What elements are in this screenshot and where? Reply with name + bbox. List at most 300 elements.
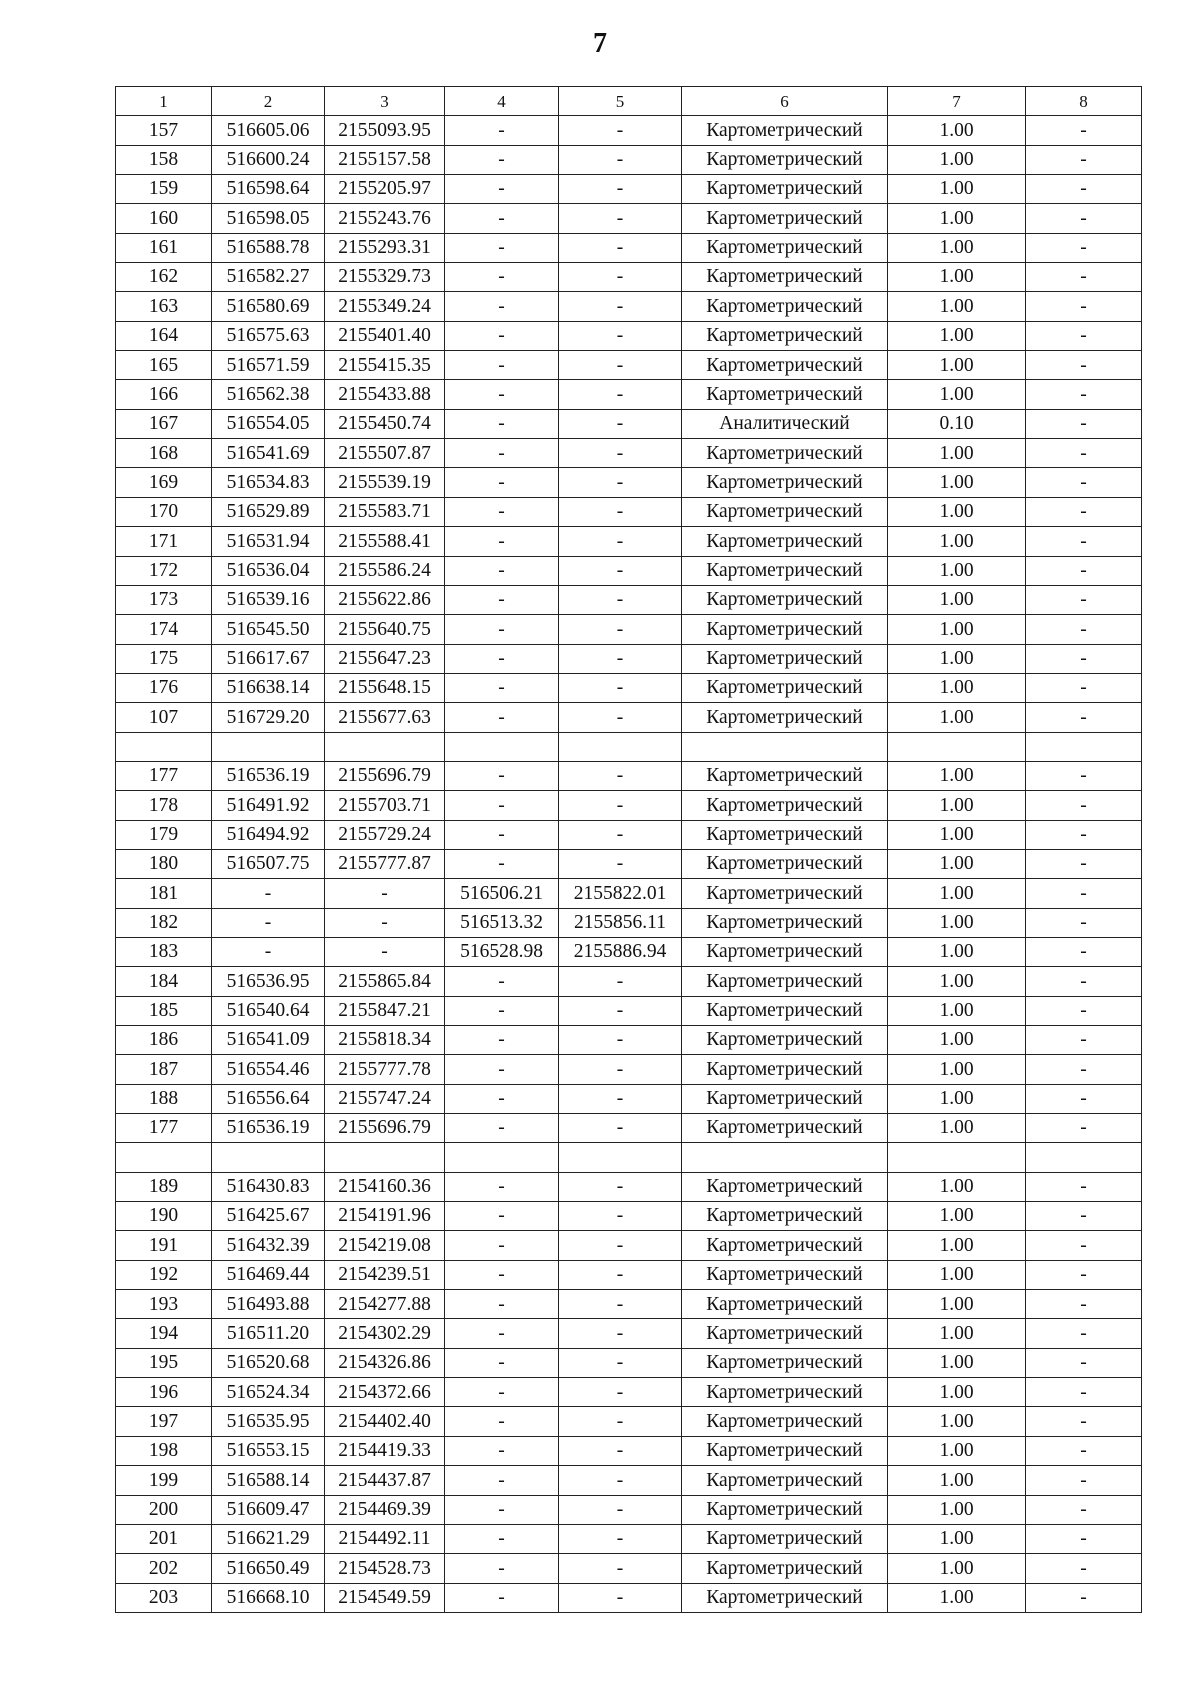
table-cell: - — [1026, 1524, 1142, 1553]
table-cell: - — [559, 556, 682, 585]
table-cell: - — [445, 1055, 559, 1084]
table-cell: 1.00 — [888, 497, 1026, 526]
table-cell: 1.00 — [888, 1172, 1026, 1201]
table-row — [116, 1524, 1142, 1553]
table-cell: 1.00 — [888, 1260, 1026, 1289]
table-cell: Картометрический — [682, 644, 888, 673]
table-row — [116, 879, 1142, 908]
table-cell: 170 — [116, 497, 212, 526]
table-cell: Картометрический — [682, 937, 888, 966]
table-cell: - — [559, 1436, 682, 1465]
table-cell: 2155401.40 — [325, 321, 445, 350]
table-cell: - — [445, 1466, 559, 1495]
table-cell: - — [1026, 1290, 1142, 1319]
table-cell: Картометрический — [682, 233, 888, 262]
table-cell: - — [559, 175, 682, 204]
table-cell: 197 — [116, 1407, 212, 1436]
table-cell: - — [1026, 644, 1142, 673]
table-cell: - — [559, 116, 682, 145]
table-cell: - — [445, 1026, 559, 1055]
table-cell: 177 — [116, 761, 212, 790]
table-cell: 516600.24 — [212, 145, 325, 174]
table-cell: 2155886.94 — [559, 937, 682, 966]
table-cell: - — [559, 409, 682, 438]
table-cell: 2154528.73 — [325, 1554, 445, 1583]
table-cell: - — [445, 791, 559, 820]
table-cell: - — [445, 1172, 559, 1201]
table-row — [116, 292, 1142, 321]
table-cell: Картометрический — [682, 849, 888, 878]
table-cell: 516638.14 — [212, 673, 325, 702]
table-cell: 2155696.79 — [325, 1114, 445, 1143]
table-cell: 2155777.87 — [325, 849, 445, 878]
table-cell: - — [445, 1524, 559, 1553]
table-row — [116, 1319, 1142, 1348]
table-separator-row — [116, 1143, 1142, 1172]
table-cell: 187 — [116, 1055, 212, 1084]
table-cell: - — [1026, 233, 1142, 262]
table-cell: - — [1026, 145, 1142, 174]
table-cell: 1.00 — [888, 1055, 1026, 1084]
table-cell: 2155647.23 — [325, 644, 445, 673]
table-cell: 200 — [116, 1495, 212, 1524]
table-cell: - — [445, 1407, 559, 1436]
table-row — [116, 1290, 1142, 1319]
table-cell: - — [559, 1378, 682, 1407]
table-cell: 516554.05 — [212, 409, 325, 438]
table-cell: 2154402.40 — [325, 1407, 445, 1436]
table-cell: 1.00 — [888, 1319, 1026, 1348]
table-cell: 2155865.84 — [325, 967, 445, 996]
table-cell: - — [212, 908, 325, 937]
table-cell: Картометрический — [682, 761, 888, 790]
header-cell: 1 — [116, 87, 212, 116]
table-cell: - — [445, 439, 559, 468]
table-cell: 186 — [116, 1026, 212, 1055]
table-cell: 516598.05 — [212, 204, 325, 233]
table-cell: - — [559, 820, 682, 849]
table-cell: - — [559, 1583, 682, 1612]
table-cell: 161 — [116, 233, 212, 262]
table-cell: 193 — [116, 1290, 212, 1319]
table-cell — [559, 732, 682, 761]
table-cell: 516541.09 — [212, 1026, 325, 1055]
table-cell: Картометрический — [682, 116, 888, 145]
table-cell — [1026, 1143, 1142, 1172]
table-cell: 516621.29 — [212, 1524, 325, 1553]
table-cell: - — [445, 468, 559, 497]
table-cell: 2154219.08 — [325, 1231, 445, 1260]
table-cell: Картометрический — [682, 1378, 888, 1407]
table-cell — [1026, 732, 1142, 761]
table-cell: - — [1026, 556, 1142, 585]
table-cell: 2154372.66 — [325, 1378, 445, 1407]
table-cell — [116, 1143, 212, 1172]
table-cell: - — [1026, 175, 1142, 204]
table-cell: 2154549.59 — [325, 1583, 445, 1612]
table-cell: 516493.88 — [212, 1290, 325, 1319]
table-cell: Картометрический — [682, 175, 888, 204]
table-cell: - — [559, 673, 682, 702]
table-cell: Картометрический — [682, 292, 888, 321]
table-cell: 2155818.34 — [325, 1026, 445, 1055]
table-cell: 2155415.35 — [325, 351, 445, 380]
table-cell: - — [559, 1348, 682, 1377]
table-cell: 180 — [116, 849, 212, 878]
table-row — [116, 820, 1142, 849]
table-cell: - — [1026, 1202, 1142, 1231]
table-cell: 516513.32 — [445, 908, 559, 937]
table-cell: - — [445, 145, 559, 174]
table-cell: 182 — [116, 908, 212, 937]
table-row — [116, 996, 1142, 1025]
table-cell: - — [559, 1524, 682, 1553]
table-cell: - — [559, 1290, 682, 1319]
table-row — [116, 1378, 1142, 1407]
table-cell: 1.00 — [888, 996, 1026, 1025]
table-cell: 2154277.88 — [325, 1290, 445, 1319]
table-cell: - — [559, 468, 682, 497]
table-cell: 1.00 — [888, 175, 1026, 204]
table-cell: - — [445, 820, 559, 849]
table-cell: - — [1026, 1260, 1142, 1289]
table-cell: 1.00 — [888, 351, 1026, 380]
table-cell: - — [445, 967, 559, 996]
table-cell: 516432.39 — [212, 1231, 325, 1260]
table-cell: 1.00 — [888, 1026, 1026, 1055]
table-cell: - — [559, 1055, 682, 1084]
table-row — [116, 556, 1142, 585]
table-row — [116, 1026, 1142, 1055]
table-cell: Картометрический — [682, 204, 888, 233]
table-cell: - — [1026, 879, 1142, 908]
table-cell: 516536.04 — [212, 556, 325, 585]
table-row — [116, 585, 1142, 614]
table-cell: 1.00 — [888, 468, 1026, 497]
table-cell: - — [1026, 1466, 1142, 1495]
table-cell: 2155205.97 — [325, 175, 445, 204]
table-cell: 516425.67 — [212, 1202, 325, 1231]
table-cell: - — [445, 321, 559, 350]
table-cell: 1.00 — [888, 1495, 1026, 1524]
table-cell: 2155588.41 — [325, 527, 445, 556]
header-cell: 5 — [559, 87, 682, 116]
table-cell: - — [445, 1348, 559, 1377]
table-cell: 176 — [116, 673, 212, 702]
table-cell: 516507.75 — [212, 849, 325, 878]
table-cell: - — [1026, 321, 1142, 350]
table-cell: 164 — [116, 321, 212, 350]
table-cell: 199 — [116, 1466, 212, 1495]
table-cell: 1.00 — [888, 1554, 1026, 1583]
table-row — [116, 1348, 1142, 1377]
table-cell: - — [212, 937, 325, 966]
table-cell: 2155293.31 — [325, 233, 445, 262]
table-cell: 2155329.73 — [325, 263, 445, 292]
table-row — [116, 497, 1142, 526]
table-cell: - — [559, 1114, 682, 1143]
table-cell: 1.00 — [888, 1290, 1026, 1319]
table-cell: 516524.34 — [212, 1378, 325, 1407]
table-body — [116, 116, 1142, 1613]
table-cell: - — [559, 585, 682, 614]
table-row — [116, 351, 1142, 380]
table-cell: 516580.69 — [212, 292, 325, 321]
table-cell: 172 — [116, 556, 212, 585]
table-cell: 177 — [116, 1114, 212, 1143]
table-cell — [888, 1143, 1026, 1172]
table-cell: - — [1026, 1583, 1142, 1612]
table-cell: 1.00 — [888, 1114, 1026, 1143]
table-cell: Картометрический — [682, 1524, 888, 1553]
table-separator-row — [116, 732, 1142, 761]
header-cell: 8 — [1026, 87, 1142, 116]
table-cell: 1.00 — [888, 233, 1026, 262]
table-cell: 2155622.86 — [325, 585, 445, 614]
header-cell: 6 — [682, 87, 888, 116]
table-cell: - — [559, 1260, 682, 1289]
table-cell: - — [559, 1466, 682, 1495]
table-cell: 516506.21 — [445, 879, 559, 908]
table-row — [116, 1554, 1142, 1583]
table-cell: 516571.59 — [212, 351, 325, 380]
table-cell: - — [1026, 263, 1142, 292]
table-cell: Картометрический — [682, 263, 888, 292]
table-cell: 516469.44 — [212, 1260, 325, 1289]
table-cell: - — [1026, 615, 1142, 644]
table-cell: 2155648.15 — [325, 673, 445, 702]
table-cell: - — [559, 761, 682, 790]
table-cell: - — [1026, 1554, 1142, 1583]
table-cell: 1.00 — [888, 1231, 1026, 1260]
table-cell: - — [559, 967, 682, 996]
table-cell: 195 — [116, 1348, 212, 1377]
table-cell: - — [445, 409, 559, 438]
table-cell — [682, 732, 888, 761]
table-cell: 1.00 — [888, 1436, 1026, 1465]
table-cell: 2155856.11 — [559, 908, 682, 937]
table-cell: 1.00 — [888, 145, 1026, 174]
table-row — [116, 703, 1142, 732]
table-cell: 1.00 — [888, 967, 1026, 996]
table-cell: 168 — [116, 439, 212, 468]
table-cell: - — [559, 791, 682, 820]
table-cell: - — [559, 849, 682, 878]
table-cell: - — [1026, 996, 1142, 1025]
table-cell: 516536.19 — [212, 1114, 325, 1143]
table-cell: 2155696.79 — [325, 761, 445, 790]
table-cell: 516553.15 — [212, 1436, 325, 1465]
table-row — [116, 1231, 1142, 1260]
table-cell: - — [212, 879, 325, 908]
table-cell: 171 — [116, 527, 212, 556]
table-cell: Картометрический — [682, 1202, 888, 1231]
table-row — [116, 1055, 1142, 1084]
table-cell: - — [445, 204, 559, 233]
table-cell: - — [559, 1231, 682, 1260]
table-row — [116, 1260, 1142, 1289]
table-cell: - — [325, 879, 445, 908]
table-cell: - — [1026, 527, 1142, 556]
table-cell: 1.00 — [888, 1524, 1026, 1553]
table-row — [116, 967, 1142, 996]
table-cell: 179 — [116, 820, 212, 849]
table-cell: 516540.64 — [212, 996, 325, 1025]
table-cell: 2155586.24 — [325, 556, 445, 585]
table-cell: - — [445, 380, 559, 409]
table-cell: - — [1026, 703, 1142, 732]
table-cell: - — [445, 849, 559, 878]
table-cell: 516491.92 — [212, 791, 325, 820]
table-row — [116, 1495, 1142, 1524]
table-cell: - — [1026, 673, 1142, 702]
table-row — [116, 1114, 1142, 1143]
table-cell: - — [1026, 1026, 1142, 1055]
table-cell: - — [445, 233, 559, 262]
table-cell: - — [559, 380, 682, 409]
table-cell: 198 — [116, 1436, 212, 1465]
table-cell: - — [1026, 409, 1142, 438]
table-cell: - — [1026, 1084, 1142, 1113]
table-cell: 1.00 — [888, 321, 1026, 350]
table-cell: 166 — [116, 380, 212, 409]
table-cell: 1.00 — [888, 1348, 1026, 1377]
table-cell: - — [1026, 292, 1142, 321]
table-cell: - — [1026, 967, 1142, 996]
table-cell: 516535.95 — [212, 1407, 325, 1436]
table-cell: - — [1026, 761, 1142, 790]
table-cell: 1.00 — [888, 1407, 1026, 1436]
table-cell: 1.00 — [888, 761, 1026, 790]
table-cell: Картометрический — [682, 1407, 888, 1436]
table-row — [116, 204, 1142, 233]
table-cell: 188 — [116, 1084, 212, 1113]
table-cell: 516539.16 — [212, 585, 325, 614]
table-cell: 516531.94 — [212, 527, 325, 556]
table-cell: Картометрический — [682, 879, 888, 908]
page-number: 7 — [593, 28, 607, 59]
table-cell: - — [445, 1554, 559, 1583]
header-cell: 3 — [325, 87, 445, 116]
table-cell: - — [445, 497, 559, 526]
table-cell — [682, 1143, 888, 1172]
table-cell: - — [559, 1554, 682, 1583]
table-row — [116, 644, 1142, 673]
table-cell — [559, 1143, 682, 1172]
table-cell: - — [445, 585, 559, 614]
table-cell: 173 — [116, 585, 212, 614]
table-cell: 201 — [116, 1524, 212, 1553]
table-row — [116, 468, 1142, 497]
table-cell: - — [1026, 468, 1142, 497]
table-cell: - — [559, 1495, 682, 1524]
table-cell: Картометрический — [682, 1436, 888, 1465]
table-cell: - — [445, 644, 559, 673]
table-cell: 184 — [116, 967, 212, 996]
table-cell: 192 — [116, 1260, 212, 1289]
table-cell — [116, 732, 212, 761]
table-cell: - — [445, 556, 559, 585]
table-cell: Картометрический — [682, 321, 888, 350]
table-row — [116, 380, 1142, 409]
table-cell: 1.00 — [888, 204, 1026, 233]
table-cell: - — [445, 615, 559, 644]
table-cell: - — [559, 527, 682, 556]
table-cell: - — [1026, 937, 1142, 966]
table-row — [116, 145, 1142, 174]
table-cell: Картометрический — [682, 1583, 888, 1612]
table-cell: 516575.63 — [212, 321, 325, 350]
table-row — [116, 1583, 1142, 1612]
table-cell: Картометрический — [682, 527, 888, 556]
table-cell: - — [445, 1495, 559, 1524]
table-cell: 163 — [116, 292, 212, 321]
table-cell: 516494.92 — [212, 820, 325, 849]
table-cell: 2155677.63 — [325, 703, 445, 732]
table-cell: - — [1026, 351, 1142, 380]
table-cell: Картометрический — [682, 1026, 888, 1055]
table-cell: Картометрический — [682, 820, 888, 849]
table-cell: 159 — [116, 175, 212, 204]
table-cell: 178 — [116, 791, 212, 820]
table-cell: 1.00 — [888, 849, 1026, 878]
header-cell: 7 — [888, 87, 1026, 116]
table-cell: 185 — [116, 996, 212, 1025]
table-cell: - — [1026, 1436, 1142, 1465]
table-cell: - — [1026, 380, 1142, 409]
table-cell: - — [325, 908, 445, 937]
table-cell: 191 — [116, 1231, 212, 1260]
table-cell: Картометрический — [682, 703, 888, 732]
table-cell: 158 — [116, 145, 212, 174]
table-cell: 2155822.01 — [559, 879, 682, 908]
table-cell: 2155847.21 — [325, 996, 445, 1025]
table-cell: 516562.38 — [212, 380, 325, 409]
table-cell: - — [559, 292, 682, 321]
table-cell: - — [1026, 497, 1142, 526]
table-cell: - — [1026, 820, 1142, 849]
table-cell: - — [445, 292, 559, 321]
table-row — [116, 849, 1142, 878]
table-cell: 1.00 — [888, 644, 1026, 673]
table-cell: 2155539.19 — [325, 468, 445, 497]
table-row — [116, 1172, 1142, 1201]
table-cell: 1.00 — [888, 791, 1026, 820]
table-cell: - — [1026, 439, 1142, 468]
table-cell — [212, 732, 325, 761]
table-cell: 2155450.74 — [325, 409, 445, 438]
table-cell: - — [1026, 908, 1142, 937]
table-row — [116, 761, 1142, 790]
table-cell: - — [559, 615, 682, 644]
table-cell: Картометрический — [682, 1466, 888, 1495]
table-cell: 0.10 — [888, 409, 1026, 438]
table-cell: - — [445, 263, 559, 292]
table-cell: 516650.49 — [212, 1554, 325, 1583]
table-cell: - — [445, 116, 559, 145]
header-cell: 4 — [445, 87, 559, 116]
table-cell: - — [559, 1026, 682, 1055]
table-cell: - — [1026, 1319, 1142, 1348]
table-cell: 516430.83 — [212, 1172, 325, 1201]
table-cell: 1.00 — [888, 263, 1026, 292]
table-cell: 1.00 — [888, 908, 1026, 937]
table-cell: 1.00 — [888, 380, 1026, 409]
table-cell: - — [1026, 791, 1142, 820]
table-cell: Картометрический — [682, 1172, 888, 1201]
table-row — [116, 908, 1142, 937]
table-cell: - — [445, 351, 559, 380]
